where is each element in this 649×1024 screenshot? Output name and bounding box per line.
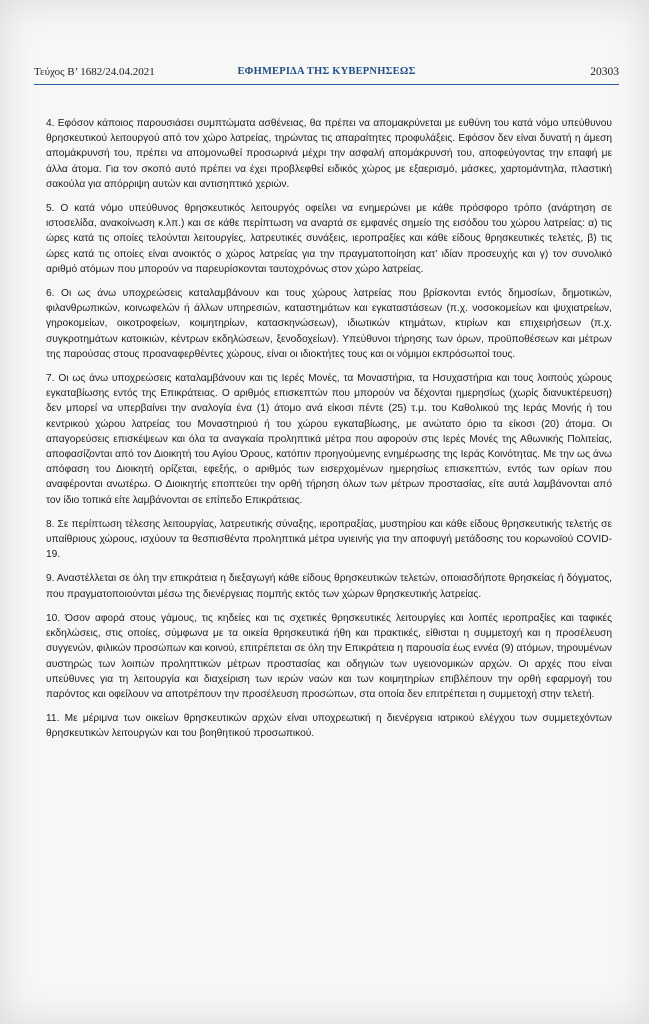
paragraph-8: 8. Σε περίπτωση τέλεσης λειτουργίας, λατρευτικής σύναξης, ιεροπραξίας, μυστηρίου και κάθε είδους θρησκευτικής τελετής σε υπαίθριους χώρους, ισχύουν τα θεσπισθέντα προληπτικά μέτρα υγιεινής για την αποφυγή μετάδοσης του κορωνοϊού COVID-19.: [46, 518, 612, 561]
issue-reference: Τεύχος Β’ 1682/24.04.2021: [34, 66, 155, 78]
paragraph-9: 9. Αναστέλλεται σε όλη την επικράτεια η διεξαγωγή κάθε είδους θρησκευτικών τελετών, οποιασδήποτε θρησκείας ή δόγματος, που πραγματοποιούνται μέσω της διενέργειας πομπής εκτός των χώρων θρησκευτικής λατρείας.: [46, 573, 612, 600]
paragraph-11: 11. Με μέριμνα των οικείων θρησκευτικών αρχών είναι υποχρεωτική η διενέργεια ιατρικού ελέγχου των συμμετεχόντων θρησκευτικών λειτουργών και του βοηθητικού προσωπικού.: [46, 713, 612, 740]
paragraph-7: 7. Οι ως άνω υποχρεώσεις καταλαμβάνουν και τις Ιερές Μονές, τα Μοναστήρια, τα Ησυχαστήρια και τους λοιπούς χώρους εγκαταβίωσης εντός της Επικράτειας. Ο αριθμός επισκεπτών που μπορούν να δέχονται ημερησίως (χωρίς διανυκτέρευση) δεν μπορεί να υπερβαίνει την αναλογία ένα (1) άτομο ανά είκοσι πέντε (25) τ.μ. του Καθολικού της Ιεράς Μονής ή του κεντρικού χώρου λατρείας του Μοναστηριού ή του χώρου εγκαταβίωσης, με ανώτατο όριο τα είκοσι (20) άτομα. Οι απαγορεύσεις επισκέψεων και όλα τα αναγκαία προληπτικά μέτρα που αφορούν στις Ιερές Μονές της Αθωνικής Πολιτείας, αποφασίζονται από τον Διοικητή του Αγίου Όρους, κατόπιν προηγούμενης ενημέρωσης της Ιεράς Κοινότητας. Με την ως άνω απόφαση του Διοικητή ορίζεται, εφεξής, ο αριθμός των εισερχομένων ημερησίως επισκεπτών, εντός των ορίων που αναφέρονται ανωτέρω. Ο Διοικητής εποπτεύει την ορθή τήρηση όλων των μέτρων προστασίας, είτε αυτά λαμβάνονται από τον ίδιο τοπικά είτε λαμβάνονται σε επίπεδο Επικράτειας.: [46, 373, 612, 506]
gazette-title: ΕΦΗΜΕΡΙΔΑ ΤΗΣ ΚΥΒΕΡΝΗΣΕΩΣ: [237, 66, 416, 77]
paragraph-5: 5. Ο κατά νόμο υπεύθυνος θρησκευτικός λειτουργός οφείλει να ενημερώνει με κάθε πρόσφορο τρόπο (ανάρτηση σε ιστοσελίδα, ανακοίνωση κ.λπ.) και σε κάθε περίπτωση να αναρτά σε εμφανές σημείο της εισόδου του χώρου λατρείας: α) τις ώρες κατά τις οποίες τελούνται λειτουργίες, λατρευτικές συνάξεις, ιεροπραξίες και κάθε είδους θρησκευτικές τελετές, β) τις ώρες κατά τις οποίες είναι ανοικτός ο χώρος λατρείας για την πραγματοποίηση κατ’ ιδίαν προσευχής και γ) τον συνολικό αριθμό ατόμων που μπορούν να παρευρίσκονται ταυτοχρόνως στον χώρο λατρείας.: [46, 203, 612, 275]
paragraph-10: 10. Όσον αφορά στους γάμους, τις κηδείες και τις σχετικές θρησκευτικές λειτουργίες και λοιπές ιεροπραξίες και ταφικές εκδηλώσεις, στις οποίες, σύμφωνα με τα οικεία θρησκευτικά ήθη και πρακτικές, είθισται η συμμετοχή και η προσέλευση συγγενών, φιλικών προσώπων και κοινού, επιτρέπεται σε όλη την Επικράτεια η παρουσία έως εννέα (9) ατόμων, τηρουμένων αυστηρώς των λοιπών προληπτικών μέτρων προστασίας και οδηγιών των υγειονομικών αρχών. Οι αρχές που είναι υπεύθυνες για τη λειτουργία και διαχείριση των ιερών ναών και των κοιμητηρίων επιβλέπουν την ορθή εφαρμογή του παρόντος και οφείλουν να αποτρέπουν την προσέλευση προσώπων, στα οποία δεν επιτρέπεται η συμμετοχή στην τελετή.: [46, 612, 612, 700]
document-body: [46, 116, 612, 751]
page-number: 20303: [590, 66, 619, 78]
page-header: [34, 66, 619, 82]
paragraph-6: 6. Οι ως άνω υποχρεώσεις καταλαμβάνουν και τους χώρους λατρείας που βρίσκονται εντός δημοσίων, δημοτικών, φιλανθρωπικών, κοινωφελών ή άλλων υπηρεσιών, καταστημάτων και εγκαταστάσεων (π.χ. νοσοκομείων και ψυχιατρείων, γηροκομείων, οικοτροφείων, κοιμητηρίων, κατασκηνώσεων), ιδιωτικών κτημάτων, κτιρίων και επιχειρήσεων (π.χ. συγκροτημάτων κατοικιών, κέντρων εκδηλώσεων, ξενοδοχείων). Υπεύθυνοι τήρησης των όρων, προϋποθέσεων και μέτρων της παρούσας στους προαναφερθέντες χώρους, είναι οι ιδιοκτήτες τους και οι νόμιμοι εκπρόσωποί τους.: [46, 288, 612, 360]
paragraph-4: 4. Εφόσον κάποιος παρουσιάσει συμπτώματα ασθένειας, θα πρέπει να απομακρύνεται με ευθύνη του κατά νόμο υπεύθυνου θρησκευτικού λειτουργού από τον χώρο λατρείας, τηρώντας τις απαραίτητες προφυλάξεις. Εφόσον δεν είναι δυνατή η άμεση απομάκρυνσή του, πρέπει να απομονωθεί προσωρινά μέχρι την ασφαλή απομάκρυνσή του, αποφεύγοντας την επαφή με άλλα άτομα. Για τον σκοπό αυτό πρέπει να έχει προβλεφθεί ειδικός χώρος με εξαερισμό, μάσκες, χαρτομάντηλα, πλαστική σακούλα για απόρριψη αυτών και αντισηπτικό χεριών.: [46, 118, 612, 190]
header-divider: [34, 84, 619, 85]
